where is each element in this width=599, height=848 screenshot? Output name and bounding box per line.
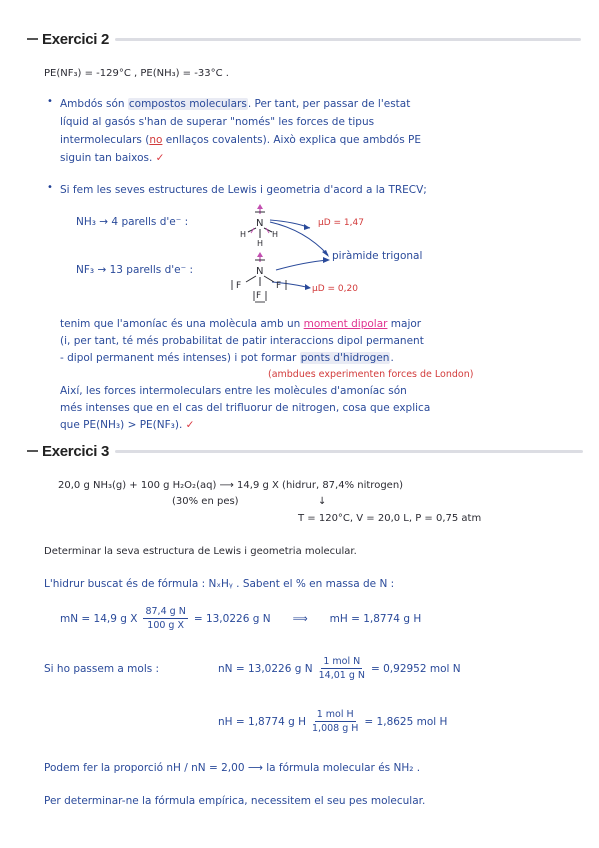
fraction-numerator: 87,4 g N bbox=[145, 606, 186, 617]
formula-line: L'hidrur buscat és de fórmula : NₓHᵧ . Sabent el % en massa de N : bbox=[44, 578, 395, 590]
fraction-numerator: 1 mol N bbox=[323, 656, 361, 667]
moles-h-lhs: nH = 1,8774 g H bbox=[218, 715, 306, 728]
ratio-line: Podem fer la proporció nH / nN = 2,00 ⟶ la fórmula molecular és NH₂ . bbox=[44, 762, 421, 774]
exercise-2-header bbox=[27, 31, 581, 47]
bullet-1-line-4: siguin tan baixos. ✓ bbox=[60, 152, 165, 164]
bullet-1-line-2: líquid al gasós s'han de superar "només" les forces de tipus bbox=[60, 116, 375, 128]
highlight-hydrogen-bonds: ponts d'hidrogen bbox=[300, 352, 390, 364]
reaction-down-arrow: ↓ bbox=[318, 496, 327, 507]
exercise-3-title: Exercici 3 bbox=[42, 442, 110, 460]
moles-intro: Si ho passem a mols : bbox=[44, 663, 160, 675]
reaction-conditions: T = 120°C, V = 20,0 L, P = 0,75 atm bbox=[298, 513, 482, 524]
paragraph-3-line-1: tenim que l'amoníac és una molècula amb un moment dipolar major bbox=[60, 318, 422, 330]
bullet-1-marker: • bbox=[47, 96, 53, 107]
bullet-2-line-1: Si fem les seves estructures de Lewis i geometria d'acord a la TRECV; bbox=[60, 184, 427, 196]
reaction-mass-percent: (30% en pes) bbox=[172, 496, 239, 507]
moles-n-lhs: nN = 13,0226 g N bbox=[218, 662, 313, 675]
bullet-1-line-3: intermoleculars (no enllaços covalents). Això explica que ambdós PE bbox=[60, 134, 421, 146]
paragraph-4-line-2: més intenses que en el cas del trifluorur de nitrogen, cosa que explica bbox=[60, 402, 431, 414]
nf3-f-atom: F bbox=[256, 291, 262, 301]
moles-n-result: = 0,92952 mol N bbox=[370, 662, 461, 675]
nh3-n-atom: N bbox=[256, 218, 264, 229]
exercise-3-header bbox=[27, 443, 583, 459]
london-forces-note: (ambdues experimenten forces de London) bbox=[268, 369, 474, 380]
dipole-moment-emphasis: moment dipolar bbox=[303, 318, 388, 330]
moles-h-fraction bbox=[312, 708, 358, 735]
last-line: Per determinar-ne la fórmula empírica, necessitem el seu pes molecular. bbox=[44, 795, 426, 807]
reaction-line: 20,0 g NH₃(g) + 100 g H₂O₂(aq) ⟶ 14,9 g X (hidrur, 87,4% nitrogen) bbox=[58, 480, 404, 491]
nf3-label: NF₃ → 13 parells d'e⁻ : bbox=[76, 264, 193, 276]
geometry-label: piràmide trigonal bbox=[332, 250, 423, 262]
mass-h-result: mH = 1,8774 g H bbox=[329, 612, 422, 625]
nh3-h-atom: H bbox=[257, 239, 264, 248]
bullet-2-marker: • bbox=[47, 182, 53, 193]
paragraph-3-line-3: - dipol permanent més intenses) i pot formar ponts d'hidrogen. bbox=[60, 352, 394, 364]
bullet-1-line-1: Ambdós són compostos moleculars. Per tant, per passar de l'estat bbox=[60, 98, 411, 110]
nh3-h-atom: H bbox=[240, 230, 247, 239]
moles-h-result: = 1,8625 mol H bbox=[364, 715, 448, 728]
fraction-denominator: 14,01 g N bbox=[318, 670, 365, 681]
dipole-nh3: μD = 1,47 bbox=[318, 218, 364, 228]
mass-n-result: = 13,0226 g N bbox=[193, 612, 271, 625]
paragraph-4-line-1: Així, les forces intermoleculars entre les molècules d'amoníac són bbox=[60, 385, 407, 397]
nh3-label: NH₃ → 4 parells d'e⁻ : bbox=[76, 216, 189, 228]
moles-n-fraction bbox=[319, 655, 365, 682]
nf3-f-atom: F bbox=[276, 281, 282, 291]
mass-n-calculation bbox=[60, 605, 421, 632]
header-rule bbox=[115, 38, 581, 41]
paragraph-4-line-3: que PE(NH₃) > PE(NF₃). ✓ bbox=[60, 419, 195, 431]
implies-arrow: ⟹ bbox=[292, 612, 308, 625]
checkmark-icon: ✓ bbox=[155, 152, 165, 164]
nh3-lewis-structure bbox=[240, 204, 278, 248]
moles-n-calculation bbox=[218, 655, 461, 682]
nh3-h-atom: H bbox=[272, 230, 279, 239]
exercise-2-title: Exercici 2 bbox=[42, 30, 110, 48]
header-dash bbox=[27, 38, 38, 40]
fraction-numerator: 1 mol H bbox=[316, 709, 354, 720]
header-rule bbox=[115, 450, 583, 453]
dipole-nf3: μD = 0,20 bbox=[312, 284, 358, 294]
nf3-lewis-structure bbox=[232, 252, 286, 302]
mass-n-lhs: mN = 14,9 g X bbox=[60, 612, 138, 625]
boiling-points-line: PE(NF₃) = -129°C , PE(NH₃) = -33°C . bbox=[44, 68, 229, 79]
task-statement: Determinar la seva estructura de Lewis i geometria molecular. bbox=[44, 546, 357, 557]
fraction-denominator: 1,008 g H bbox=[312, 723, 359, 734]
no-emphasis: no bbox=[149, 134, 163, 146]
nf3-n-atom: N bbox=[256, 266, 264, 277]
paragraph-3-line-2: (i, per tant, té més probabilitat de patir interaccions dipol permanent bbox=[60, 335, 424, 347]
highlight-molecular-compounds: compostos moleculars bbox=[128, 98, 247, 110]
nf3-f-atom: F bbox=[236, 281, 242, 291]
moles-h-calculation bbox=[218, 708, 447, 735]
fraction-denominator: 100 g X bbox=[147, 620, 184, 631]
mass-n-fraction bbox=[143, 605, 187, 632]
checkmark-icon: ✓ bbox=[185, 419, 195, 431]
header-dash bbox=[27, 450, 38, 452]
